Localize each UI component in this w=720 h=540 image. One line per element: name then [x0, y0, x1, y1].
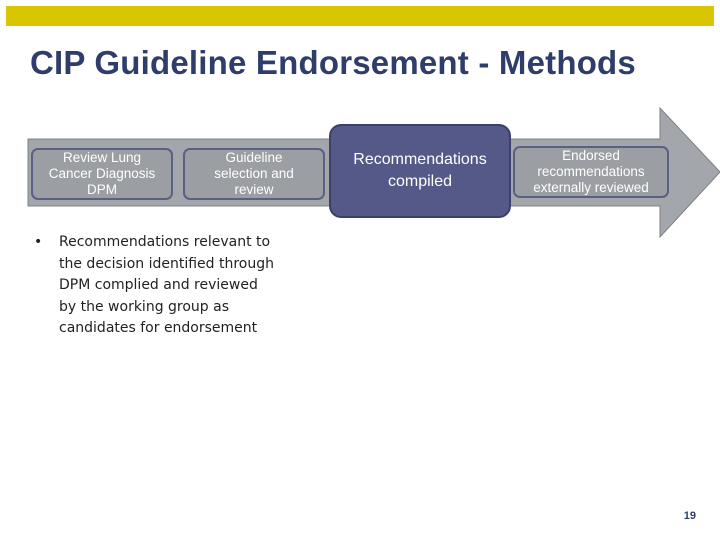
step-label-line: Review Lung	[62, 150, 142, 165]
page-number: 19	[683, 510, 696, 522]
process-step-guideline-selection	[183, 148, 325, 200]
step-label-line: Guideline	[225, 150, 283, 165]
step-label-line: selection and	[214, 166, 294, 181]
process-step-review-dpm	[31, 148, 173, 200]
step-label-line: DPM	[87, 182, 117, 197]
step-label-line: Endorsed	[562, 148, 620, 163]
step-label-line: review	[234, 182, 274, 197]
bullet-text: Recommendations relevant to the decision identified through DPM complied and reviewed by the working group as candidates for endorsement	[59, 234, 275, 337]
bullet-list	[34, 232, 274, 340]
step-label-line: Recommendations	[353, 151, 487, 168]
step-label-line: compiled	[387, 173, 453, 190]
step-label-line: Cancer Diagnosis	[48, 166, 156, 181]
step-label-line: recommendations	[537, 164, 645, 179]
slide-title: CIP Guideline Endorsement - Methods	[30, 44, 636, 81]
process-step-recommendations-compiled	[329, 124, 511, 218]
step-label-line: externally reviewed	[533, 180, 649, 195]
process-step-external-review	[513, 146, 669, 198]
bullet-icon: •	[34, 234, 43, 250]
